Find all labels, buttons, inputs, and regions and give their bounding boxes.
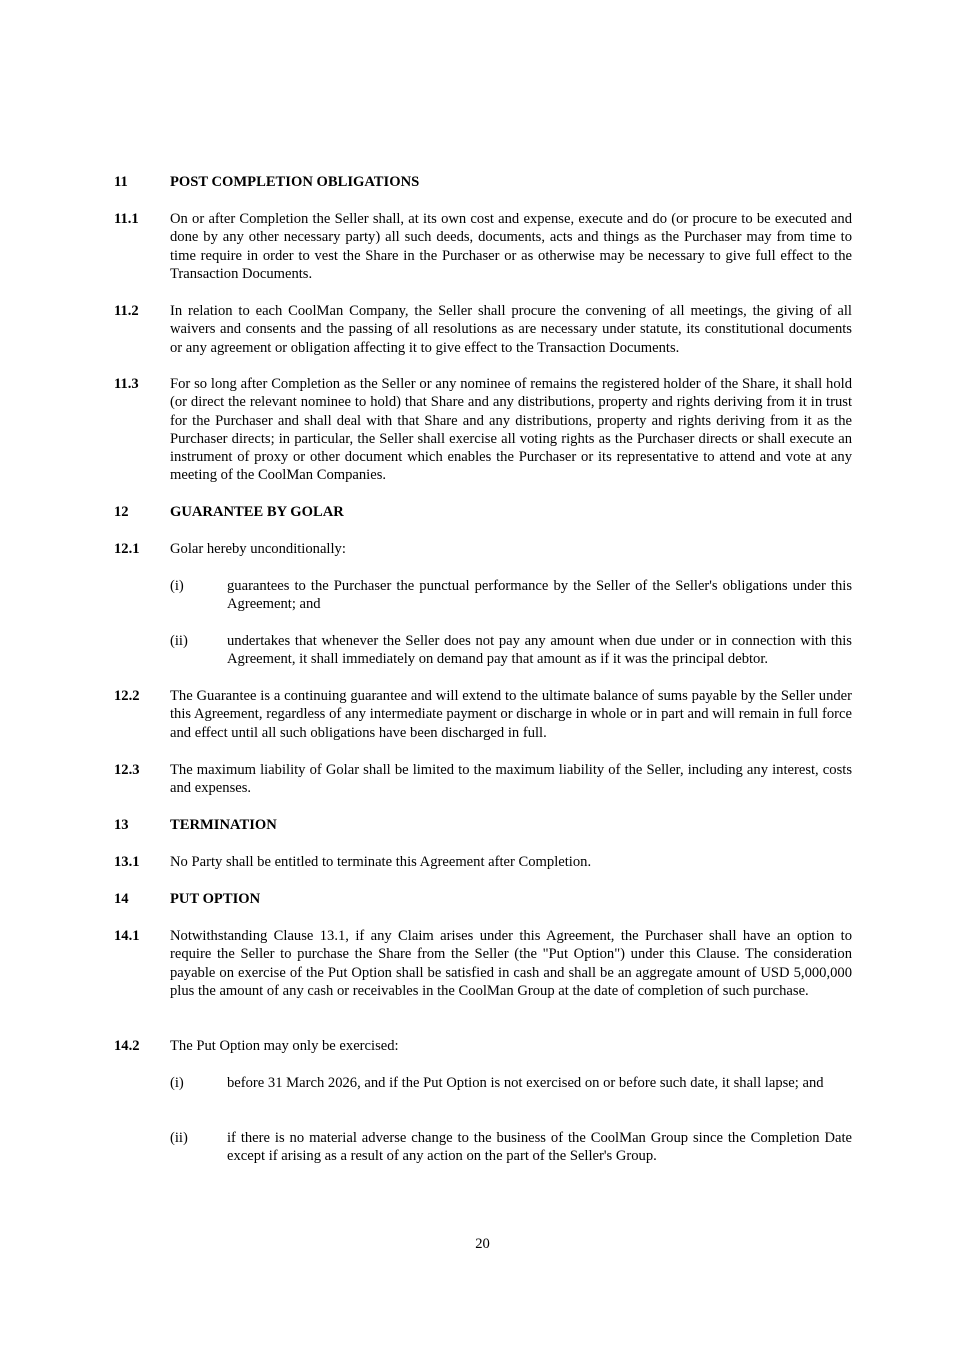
clause-text: For so long after Completion as the Seller or any nominee of remains the registered holder of the Share, it shall hold (or direct the relevant nominee to hold) that Share and any distributions, property and rights deriving from it in trust for the Purchaser and shall deal with that Share and any distributions, property and rights deriving from it as the Purchaser directs; in particular, the Seller shall exercise all voting rights as the Purchaser directs or shall execute an instrument of proxy or other document which enables the Purchaser or its representative to attend and vote at any meeting of the CoolMan Companies. bbox=[170, 376, 852, 484]
clause-text: Notwithstanding Clause 13.1, if any Claim arises under this Agreement, the Purchaser shall have an option to require the Seller to purchase the Share from the Seller (the "Put Option") under this Clause. The consideration payable on exercise of the Put Option shall be satisfied in cash and shall be an aggregate amount of USD 5,000,000 plus the amount of any cash or receivables in the CoolMan Group at the date of completion of such purchase. bbox=[170, 928, 852, 999]
section-number: 11 bbox=[114, 174, 128, 190]
sub-item-number: (i) bbox=[170, 578, 184, 594]
section-title: GUARANTEE BY GOLAR bbox=[170, 504, 344, 520]
clause-number: 14.1 bbox=[114, 928, 140, 944]
clause-number: 14.2 bbox=[114, 1038, 140, 1054]
sub-item-number: (i) bbox=[170, 1075, 184, 1091]
clause-number: 12.1 bbox=[114, 541, 140, 557]
page-number: 20 bbox=[475, 1236, 490, 1252]
section-number: 13 bbox=[114, 817, 129, 833]
clause-number: 13.1 bbox=[114, 854, 140, 870]
sub-item-number: (ii) bbox=[170, 633, 188, 649]
section-number: 14 bbox=[114, 891, 129, 907]
clause-number: 11.2 bbox=[114, 303, 139, 319]
clause-text: The Put Option may only be exercised: bbox=[170, 1038, 399, 1054]
clause-number: 12.2 bbox=[114, 688, 140, 704]
section-title: POST COMPLETION OBLIGATIONS bbox=[170, 174, 420, 190]
section-title: TERMINATION bbox=[170, 817, 277, 833]
sub-item-text: undertakes that whenever the Seller does not pay any amount when due under or in connection with this Agreement, it shall immediately on demand pay that amount as if it was the principal debtor. bbox=[227, 633, 852, 668]
sub-item-text: if there is no material adverse change to the business of the CoolMan Group since the Completion Date except if arising as a result of any action on the part of the Seller's Group. bbox=[227, 1130, 852, 1165]
clause-text: The maximum liability of Golar shall be limited to the maximum liability of the Seller, including any interest, costs and expenses. bbox=[170, 762, 852, 797]
section-number: 12 bbox=[114, 504, 129, 520]
clause-text: Golar hereby unconditionally: bbox=[170, 541, 346, 557]
clause-text: On or after Completion the Seller shall, at its own cost and expense, execute and do (or procure to be executed and done by any other necessary party) all such deeds, documents, acts and things as the Purchaser may from time to time require in order to vest the Share in the Purchaser or as otherwise may be necessary to give full effect to the Transaction Documents. bbox=[170, 211, 852, 282]
clause-number: 11.3 bbox=[114, 376, 139, 392]
sub-item-text: guarantees to the Purchaser the punctual performance by the Seller of the Seller's obligations under this Agreement; and bbox=[227, 578, 852, 613]
clause-text: The Guarantee is a continuing guarantee and will extend to the ultimate balance of sums payable by the Seller under this Agreement, regardless of any intermediate payment or discharge in whole or in part and will remain in full force and effect until all such obligations have been discharged in full. bbox=[170, 688, 852, 741]
clause-number: 11.1 bbox=[114, 211, 139, 227]
sub-item-number: (ii) bbox=[170, 1130, 188, 1146]
clause-number: 12.3 bbox=[114, 762, 140, 778]
section-title: PUT OPTION bbox=[170, 891, 261, 907]
sub-item-text: before 31 March 2026, and if the Put Option is not exercised on or before such date, it shall lapse; and bbox=[227, 1075, 824, 1091]
clause-text: No Party shall be entitled to terminate this Agreement after Completion. bbox=[170, 854, 592, 870]
clause-text: In relation to each CoolMan Company, the Seller shall procure the convening of all meetings, the giving of all waivers and consents and the passing of all resolutions as are necessary under statute, its constitutional documents or any agreement or obligation affecting it to give effect to the Transaction Documents. bbox=[170, 303, 852, 356]
